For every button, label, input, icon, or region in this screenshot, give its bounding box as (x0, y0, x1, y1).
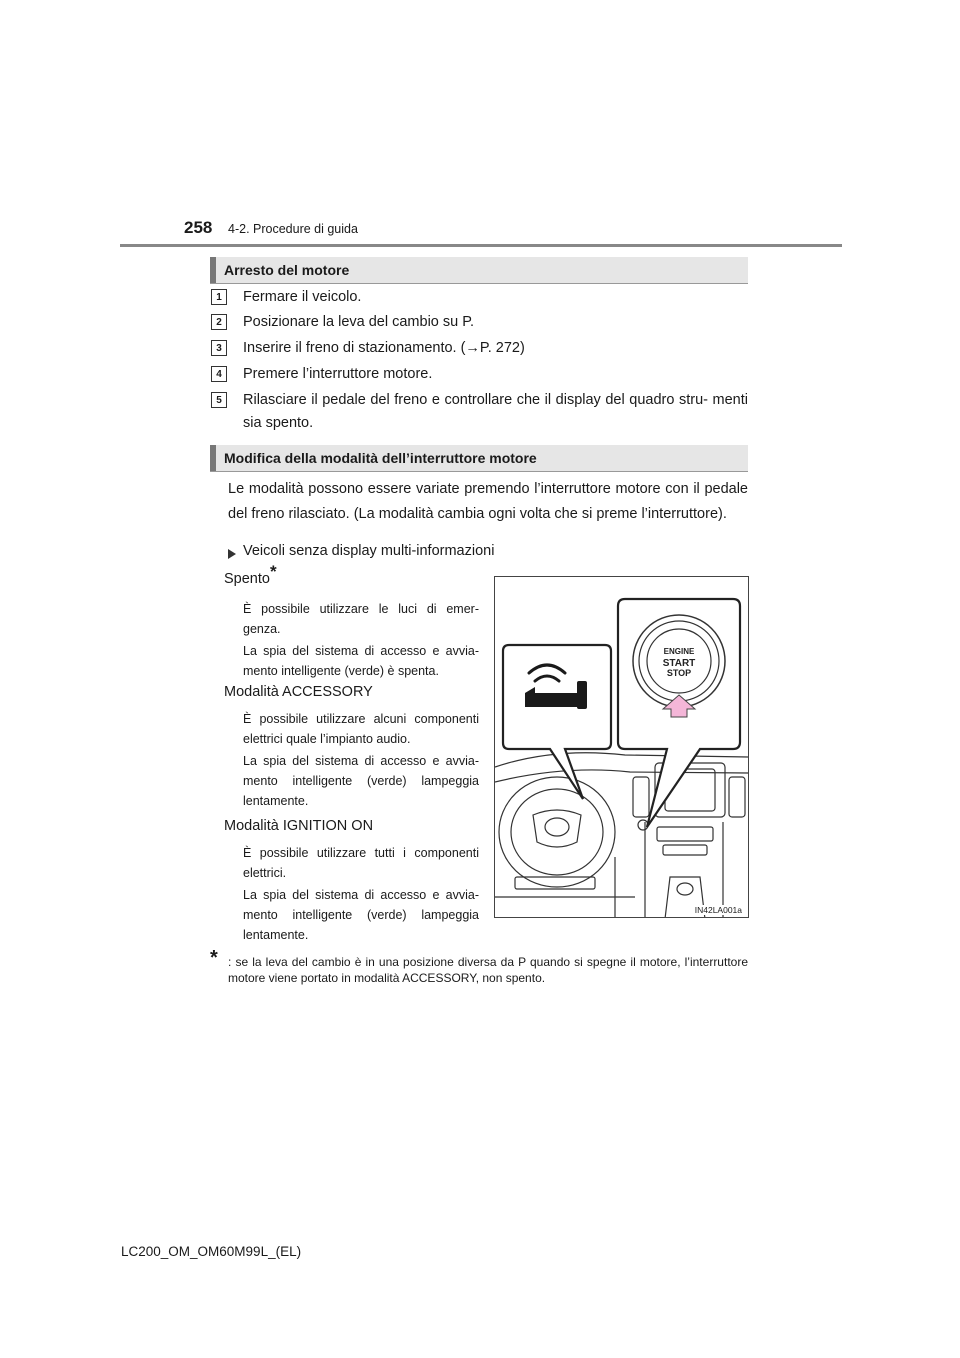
step-5-text: Rilasciare il pedale del freno e controllare che il display del quadro stru- menti sia spento. (243, 392, 748, 431)
mode-ignition-desc-1: È possibile utilizzare tutti i componenti elettrici. (243, 846, 479, 880)
dashboard-drawing (495, 577, 749, 918)
mode-ignition-desc-2: La spia del sistema di accesso e avvia- mento intelligente (verde) lampeggia lentamente. (243, 888, 479, 942)
step-1-text: Fermare il veicolo. (243, 289, 362, 305)
button-label-engine: ENGINE (663, 647, 695, 656)
step-1-badge: 1 (211, 289, 227, 305)
step-4-badge: 4 (211, 366, 227, 382)
button-label-start: START (662, 658, 696, 669)
button-label-stop: STOP (666, 668, 692, 678)
mode-accessory-desc-1: È possibile utilizzare alcuni componenti elettrici quale l’impianto audio. (243, 712, 479, 746)
stop-engine-title: Arresto del motore (224, 262, 350, 278)
bullet-triangle-icon (228, 549, 236, 559)
mode-accessory-title: Modalità ACCESSORY (224, 684, 373, 700)
bullet-vehicle-type: Veicoli senza display multi-informazioni (243, 543, 495, 559)
dashboard-illustration (494, 576, 749, 918)
footnote (210, 947, 748, 990)
switch-modes-heading (210, 445, 748, 472)
figure-code: IN42LA001a (694, 905, 742, 915)
mode-ignition-title: Modalità IGNITION ON (224, 818, 374, 834)
step-2-text: Posizionare la leva del cambio su P. (243, 314, 475, 330)
header-divider (120, 244, 842, 247)
mode-off-title (224, 562, 277, 587)
step-3-badge: 3 (211, 340, 227, 356)
mode-off-desc-1: È possibile utilizzare le luci di emer- genza. (243, 602, 479, 636)
stop-engine-heading (210, 257, 748, 284)
step-5-badge: 5 (211, 392, 227, 408)
section-breadcrumb: 4-2. Procedure di guida (228, 222, 358, 236)
footnote-mark: * (269, 562, 277, 581)
footnote-star: * (210, 947, 218, 969)
footnote-text: : se la leva del cambio è in una posizione diversa da P quando si spegne il motore, l’interruttore motore viene portato in modalità ACCESSORY, non spento. (228, 955, 748, 985)
mode-accessory-desc-2: La spia del sistema di accesso e avvia- mento intelligente (verde) lampeggia lentamente. (243, 754, 479, 808)
step-4-text: Premere l’interruttore motore. (243, 366, 433, 382)
switch-modes-title: Modifica della modalità dell’interruttore motore (224, 450, 537, 466)
step-2-badge: 2 (211, 314, 227, 330)
page-number: 258 (184, 218, 213, 237)
switch-modes-intro: Le modalità possono essere variate premendo l’interruttore motore con il pedale del freno rilasciato. (La modalità cambia ogni volta che si preme l’interruttore). (228, 481, 748, 522)
step-3-text: Inserire il freno di stazionamento. (→P. 272) (243, 340, 525, 356)
mode-off-label: Spento (224, 571, 270, 587)
document-code: LC200_OM_OM60M99L_(EL) (121, 1244, 302, 1259)
mode-off-desc-2: La spia del sistema di accesso e avvia- mento intelligente (verde) è spenta. (243, 644, 479, 678)
